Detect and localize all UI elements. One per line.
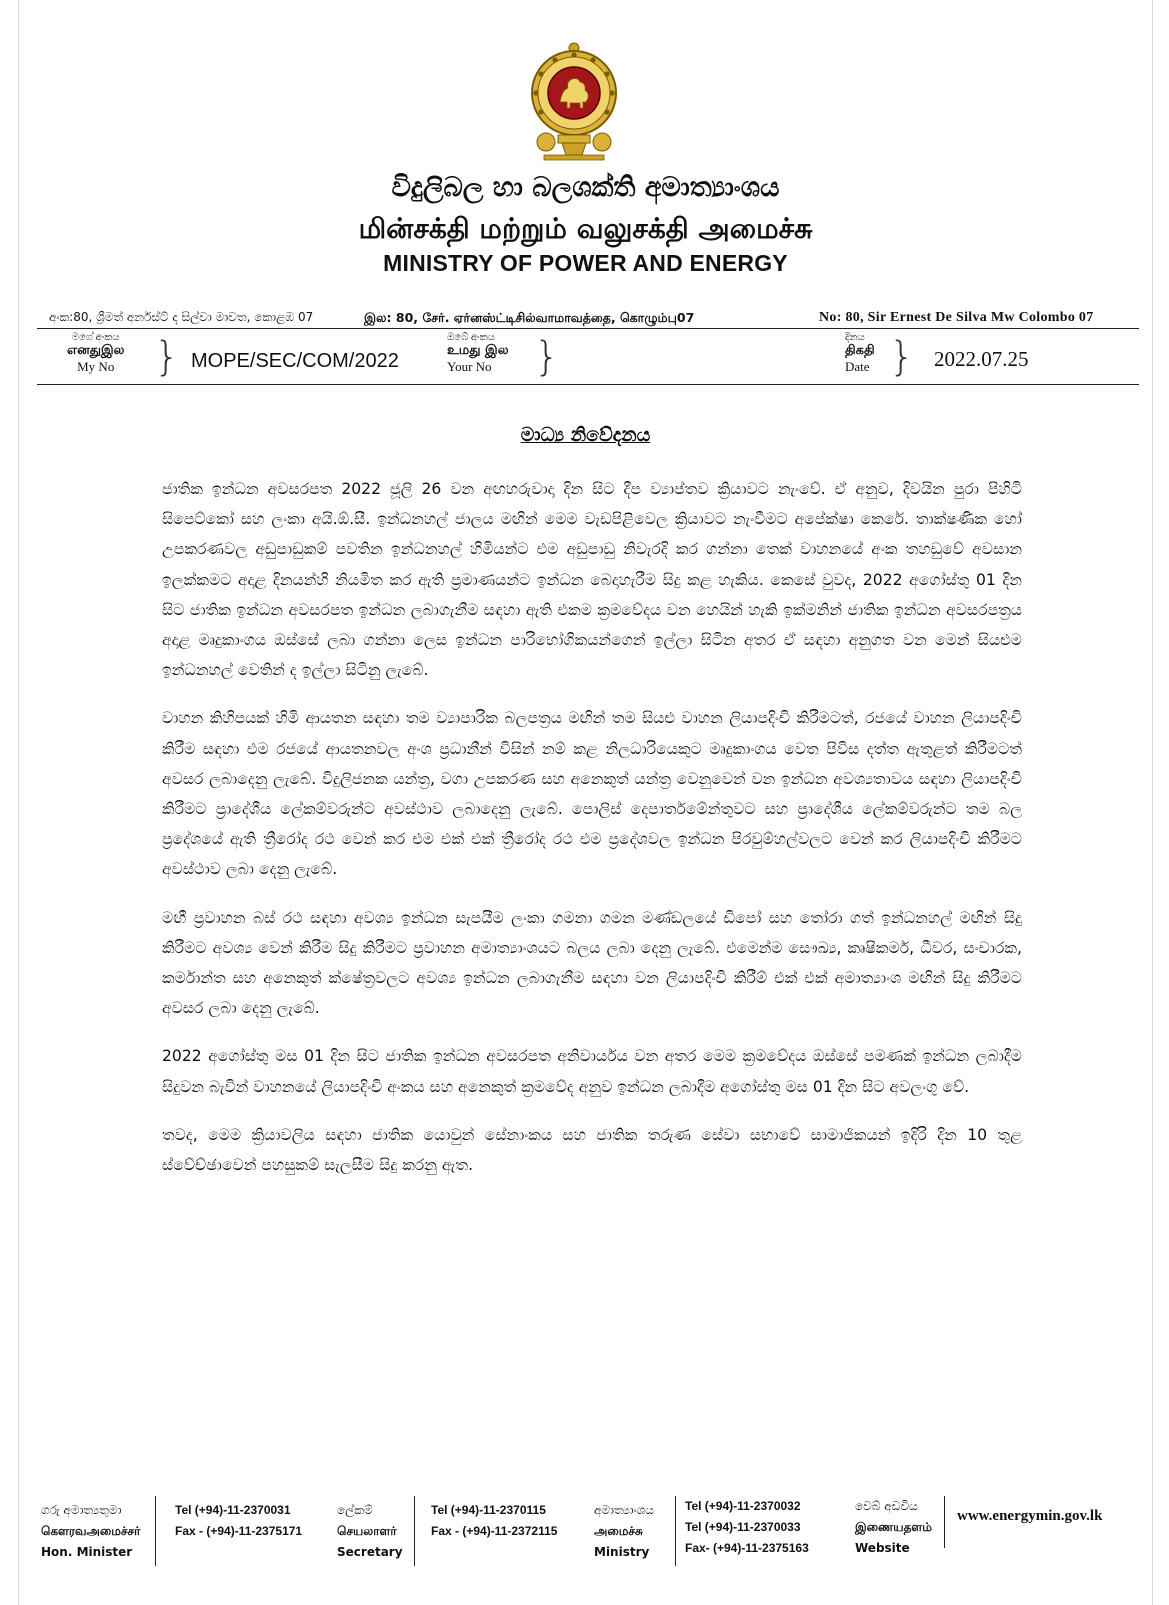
footer-divider — [155, 1496, 164, 1566]
footer-minister-contact: Tel (+94)-11-2370031 Fax - (+94)-11-2375171 — [175, 1503, 303, 1538]
body-paragraph: ජාතික ඉන්ධන අවසරපත 2022 ජූලි 26 වන අඟහරුවාදා දින සිට දීප ව්‍යාප්තව ක්‍රියාවට නැංවේ. ඒ අනුව, දිවයින පුරා පිහිටි සිපෙට්කෝ සහ ලංකා අයි.ඕ.සී. ඉන්ධනහල් ජාලය මඟින් මෙම වැඩපිළිවෙල ක්‍රියාවට නැංවීමට අපේක්ෂා කෙරේ. තාක්ෂණික හෝ උපකරණවල අඩුපාඩුකම් පවතින ඉන්ධනහල් හිමියන්ට එම අඩුපාඩු නිවැරදි කර ගන්නා තෙක් වාහනයේ අංක තහඩුවේ අවසාන ඉලක්කමට අදාළ දිනයන්හි නියමිත කර ඇති ප්‍රමාණයන්ට ඉන්ධන බෙදාහැරීම සිදු කළ හැකිය. කෙසේ වුවද, 2022 අගෝස්තු 01 දින සිට ජාතික ඉන්ධන අවසරපත ඉන්ධන ලබාගැනීම සඳහා ඇති එකම ක්‍රමවේදය වන හෙයින් හැකි ඉක්මනින් ජාතික ඉන්ධන අවසරපත්‍රය අදාළ මෘදුකාංගය ඔස්සේ ලබා ගන්නා ලෙස ඉන්ධන පාරිභෝගිකයන්ගෙන් ඉල්ලා සිටින අතර ඒ සඳහා අනුගත වන මෙන් සියළුම ඉන්ධනහල් වෙතින් ද ඉල්ලා සිටිනු ලැබේ. — [162, 480, 1022, 680]
brace-icon: } — [889, 334, 915, 380]
footer-secretary-contact: Tel (+94)-11-2370115 Fax - (+94)-11-2372115 — [431, 1503, 558, 1538]
footer-secretary-label: ලේකම් செயலாளர் Secretary — [337, 1503, 403, 1559]
your-no-label: ඔබේ අංකය உமது இல Your No — [447, 332, 509, 374]
body-paragraph: 2022 අගෝස්තු මස 01 දින සිට ජාතික ඉන්ධන අවසරපත අනිවාර්යය වන අතර මෙම ක්‍රමවේදය ඔස්සේ පමණක් ඉන්ධන ලබාදීම සිදුවන බැවින් වාහනයේ ලියාපදිංචි අංකය සහ අනෙකුත් ක්‍රමවේද අනුව ඉන්ධන ලබාදීම අගෝස්තු මස 01 දින සිට අවලංගු වේ. — [162, 1047, 1022, 1096]
footer-minister-label: ගරු අමාත්‍යතුමා கௌரவஅமைச்சர் Hon. Minister — [41, 1503, 141, 1559]
date-value: 2022.07.25 — [934, 347, 1029, 371]
footer-website-label: වෙබ් අඩවිය இணையதளம் Website — [855, 1499, 932, 1555]
address-sinhala: අංක:80, ශ්‍රීමත් අර්නස්ට් ද සිල්වා මාවත, කොළඹ 07 — [49, 310, 314, 324]
brace-icon: } — [534, 334, 560, 380]
letter-body — [162, 474, 1022, 1198]
contact-footer — [19, 1496, 1152, 1576]
ministry-title-english: MINISTRY OF POWER AND ENERGY — [383, 250, 788, 276]
footer-ministry-label: අමාත්‍යාංශය அமைச்சு Ministry — [594, 1503, 654, 1559]
website-link[interactable]: www.energymin.gov.lk — [957, 1508, 1103, 1524]
ministry-title-sinhala: විදුලිබල හා බලශක්ති අමාත්‍යාංශය — [391, 172, 780, 203]
press-release-heading: මාධ්‍ය නිවේදනය — [520, 424, 651, 446]
footer-ministry-contact: Tel (+94)-11-2370032 Tel (+94)-11-2370033 Fax- (+94)-11-2375163 — [685, 1499, 809, 1555]
letter-page — [18, 0, 1153, 1605]
address-tamil: இல: 80, சேர். ஏர்னஸ்ட்டிசில்வாமாவத்தை, கொழும்பு07 — [364, 310, 695, 325]
footer-divider — [414, 1496, 423, 1566]
my-no-value: MOPE/SEC/COM/2022 — [191, 350, 399, 372]
brace-icon: } — [154, 334, 180, 380]
footer-divider — [944, 1496, 953, 1548]
ministry-title-tamil: மின்சக்தி மற்றும் வலுசக்தி அமைச்சு — [358, 212, 813, 245]
footer-divider — [675, 1496, 684, 1566]
address-english: No: 80, Sir Ernest De Silva Mw Colombo 07 — [819, 310, 1094, 325]
header-divider-bottom — [37, 384, 1139, 385]
sri-lanka-emblem-icon — [524, 38, 624, 166]
header-divider-top — [37, 328, 1139, 329]
body-paragraph: වාහන කිහිපයක් හිමි ආයතන සඳහා තම ව්‍යාපාරික බලපත්‍රය මඟින් තම සියළු වාහන ලියාපදිංචි කිරීමටත්, රජයේ වාහන ලියාපදිංචි කිරීම සඳහා එම රජයේ ආයතනවල අංශ ප්‍රධානීන් විසින් නම් කළ නිලධාරියෙකුට මෘදුකාංගය වෙත පිවිස දත්ත ඇතුළත් කිරීමටත් අවසර ලබාදෙනු ලැබේ. විදුලිජනක යන්ත්‍ර, වගා උපකරණ සහ අනෙකුත් යන්ත්‍ර වෙනුවෙන් වන ඉන්ධන අවශ්‍යතාවය සඳහා ලියාපදිංචි කිරීමට ප්‍රාදේශීය ලේකම්වරුන්ට අවස්ථාව ලබාදෙනු ලැබේ. පොලිස් දෙපාර්තමේන්තුවට සහ ප්‍රාදේශීය ලේකම්වරුන්ට තම බල ප්‍රදේශයේ ඇති ත්‍රීරෝද රථ වෙන් කර එම එක් එක් ත්‍රීරෝද රථ එම ප්‍රදේශවල ඉන්ධන පිරවුම්හල්වලට වෙන් කර ලියාපදිංචි කිරීමට අවස්ථාව ලබා දෙනු ලැබේ. — [162, 709, 1022, 879]
date-label: දිනය திகதி Date — [845, 332, 875, 374]
body-paragraph: මඟී ප්‍රවාහන බස් රථ සඳහා අවශ්‍ය ඉන්ධන සැපයීම ලංකා ගමනා ගමන මණ්ඩලයේ ඩිපෝ සහ තෝරා ගත් ඉන්ධනහල් මඟින් සිදු කිරීමට අවශ්‍ය වෙන් කිරීම සිදු කිරීමට ප්‍රවාහන අමාත්‍යාංශයට බලය ලබා දෙනු ලැබේ. එමෙන්ම සෞඛ්‍ය, කෘෂිකර්ම, ධීවර, සංචාරක, කර්මාන්ත සහ අනෙකුත් ක්ෂේත්‍රවලට අවශ්‍ය ඉන්ධන ලබාගැනීම සඳහා වන ලියාපදිංචි කිරීම් එක් එක් අමාත්‍යාංශ මඟින් සිදු කිරීමට අවසර ලබා දෙනු ලැබේ. — [162, 908, 1022, 1018]
my-no-label: මගේ අංකය எனதுஇல My No — [67, 332, 125, 374]
body-paragraph: තවද, මෙම ක්‍රියාවලිය සඳහා ජාතික යොවුන් සේනාංකය සහ ජාතික තරුණ සේවා සභාවේ සාමාජිකයන් ඉදිරි දින 10 තුළ ස්වේච්ඡාවෙන් පහසුකම් සැලසීම සිදු කරනු ඇත. — [162, 1125, 1022, 1175]
